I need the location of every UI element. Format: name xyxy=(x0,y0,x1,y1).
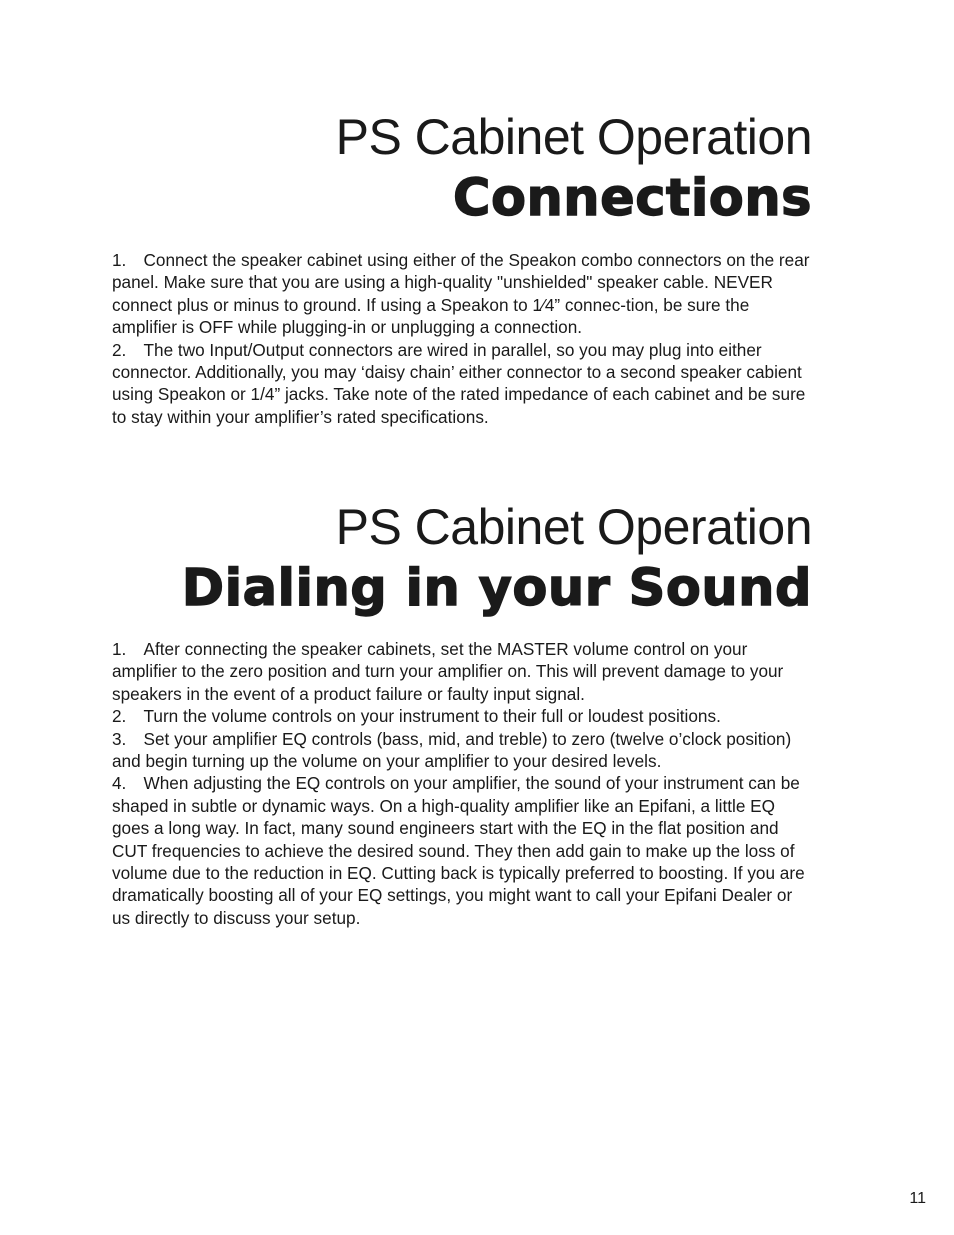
dialing-body xyxy=(112,638,812,929)
list-item: 2. Turn the volume controls on your instrument to their full or loudest positions. xyxy=(112,706,721,727)
list-item: 3. Set your amplifier EQ controls (bass, mid, and treble) to zero (twelve o’clock position) and begin turning up the volume on your amplifier to your desired levels. xyxy=(112,728,792,772)
list-item: 1. Connect the speaker cabinet using either of the Speakon combo connectors on the rear panel. Make sure that you are using a high-quality "unshielded" speaker cable. NEVER connect plus or minus to ground. If using a Speakon to 1⁄4” connec-tion, be sure the amplifier is OFF while plugging-in or unplugging a connection. xyxy=(112,250,810,338)
list-item: 1. After connecting the speaker cabinets, set the MASTER volume control on your amplifier to the zero position and turn your amplifier on. This will prevent damage to your speakers in the event of a product failure or faulty input signal. xyxy=(112,639,784,704)
section-title-line2: Dialing in your Sound xyxy=(181,559,812,618)
list-item: 2. The two Input/Output connectors are wired in parallel, so you may plug into either connector. Additionally, you may ‘daisy chain’ either connector to a second speaker cabient using Speakon or 1/4” jacks. Take note of the rated impedance of each cabinet and be sure to stay within your amplifier’s rated specifications. xyxy=(112,339,806,427)
page-number: 11 xyxy=(909,1190,926,1207)
connections-body xyxy=(112,249,812,428)
dialing-heading xyxy=(182,497,812,621)
section-title-line1: PS Cabinet Operation xyxy=(335,499,812,555)
list-item: 4. When adjusting the EQ controls on your amplifier, the sound of your instrument can be shaped in subtle or dynamic ways. On a high-quality amplifier like an Epifani, a little EQ goes a long way. In fact, many sound engineers start with the EQ in the flat position and CUT frequencies to achieve the desired sound. They then add gain to make up the loss of volume due to the reduction in EQ. Cutting back is typically preferred to boosting. If you are dramatically boosting all of your EQ settings, you might want to call your Epifani Dealer or us directly to discuss your setup. xyxy=(112,773,805,928)
section-title-line1: PS Cabinet Operation xyxy=(335,109,812,165)
connections-heading xyxy=(336,107,812,231)
section-title-line2: Connections xyxy=(453,169,812,228)
